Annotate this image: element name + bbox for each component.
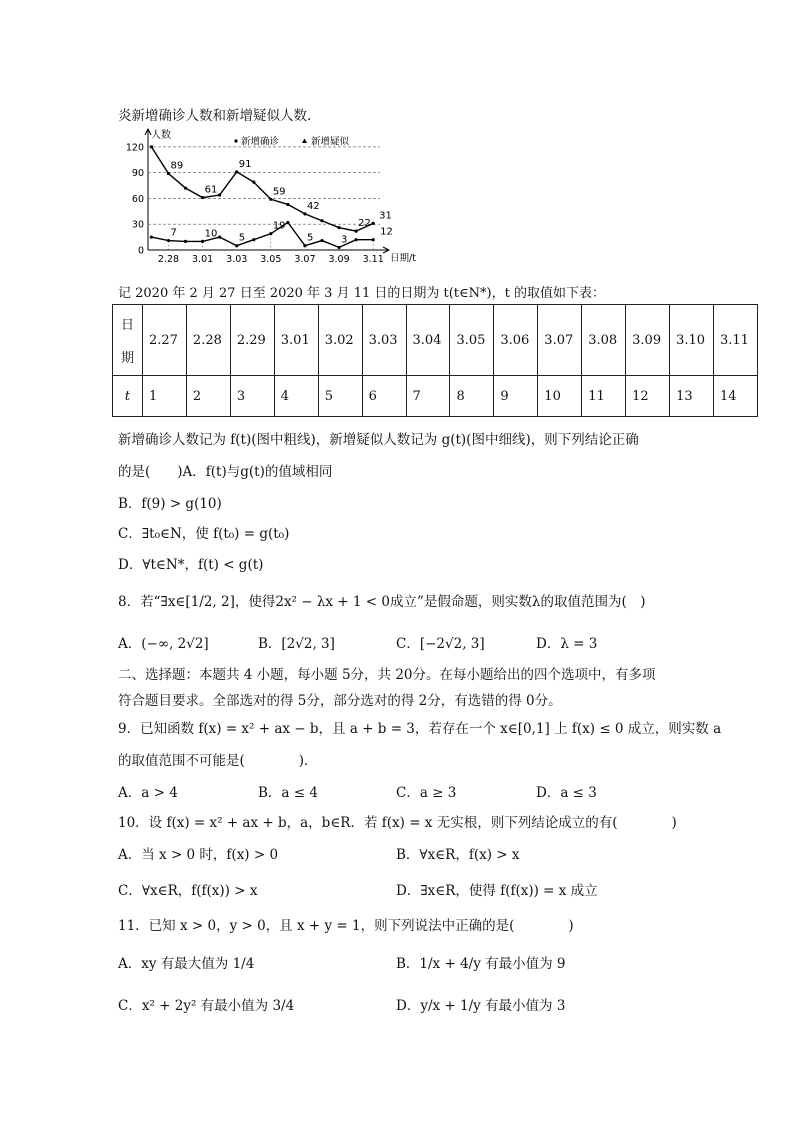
suspected-point: [235, 244, 238, 247]
q10-option-d: D．∃x∈R，使得 f(f(x)) = x 成立: [396, 883, 598, 899]
table-row-t: [113, 376, 758, 417]
suspected-point: [303, 244, 306, 247]
date-cell: 3.05: [450, 305, 494, 376]
suspected-point: [337, 246, 340, 249]
confirmed-point: [218, 193, 221, 196]
date-cell: 3.10: [670, 305, 714, 376]
x-axis-label: 日期/t: [390, 253, 416, 264]
x-tick-label: 3.11: [362, 254, 384, 265]
q7-line1: 新增确诊人数记为 f(t)(图中粗线)，新增疑似人数记为 g(t)(图中细线)，则下列结论正确: [118, 432, 639, 448]
t-cell: 10: [538, 376, 582, 417]
suspected-point: [355, 238, 358, 241]
date-cell: 2.27: [143, 305, 187, 376]
t-cell: 2: [186, 376, 230, 417]
q9-option-a: A．a > 4: [118, 785, 178, 801]
suspected-data-label: 19: [272, 220, 286, 232]
date-cell: 3.09: [626, 305, 670, 376]
confirmed-point: [337, 226, 340, 229]
confirmed-point: [167, 172, 170, 175]
q8-option-a: A．(−∞, 2√2]: [118, 636, 209, 652]
suspected-data-label: 5: [238, 232, 246, 244]
date-table: [112, 304, 758, 417]
q8-option-c: C．[−2√2, 3]: [396, 636, 485, 652]
q11-stem: 11．已知 x > 0，y > 0，且 x + y = 1，则下列说法中正确的是( ): [118, 918, 574, 934]
q9-line2: 的取值范围不可能是( )．: [118, 753, 318, 769]
confirmed-data-label: 59: [272, 186, 286, 198]
suspected-point: [372, 238, 375, 241]
confirmed-point: [355, 229, 358, 232]
table-header-date-top: 日: [120, 318, 134, 333]
confirmed-data-label: 89: [170, 160, 184, 172]
t-cell: 7: [406, 376, 450, 417]
q10-stem: 10．设 f(x) = x² + ax + b，a，b∈R．若 f(x) = x 无实根，则下列结论成立的有( ): [118, 815, 677, 831]
t-cell: 11: [582, 376, 626, 417]
q9-option-c: C．a ≥ 3: [396, 785, 457, 801]
suspected-point: [218, 236, 221, 239]
confirmed-data-label: 61: [204, 184, 218, 196]
suspected-data-label: 5: [306, 232, 314, 244]
q11-option-c: C．x² + 2y² 有最小值为 3/4: [118, 998, 295, 1014]
confirmed-point: [184, 187, 187, 190]
date-cell: 3.07: [538, 305, 582, 376]
confirmed-point: [201, 196, 204, 199]
t-cell: 1: [143, 376, 187, 417]
confirmed-data-label: 22: [358, 218, 371, 230]
table-intro: 记 2020 年 2 月 27 日至 2020 年 3 月 11 日的日期为 t(t∈N*)，t 的取值如下表：: [118, 286, 605, 301]
legend-marker-confirmed: [234, 139, 237, 142]
legend-marker-suspected: [302, 139, 307, 144]
suspected-point: [167, 239, 170, 242]
date-cell: 3.03: [362, 305, 406, 376]
table-header-t: t: [113, 376, 143, 417]
q9-line1: 9．已知函数 f(x) = x² + ax − b，且 a + b = 3，若存在一个 x∈[0,1] 上 f(x) ≤ 0 成立，则实数 a: [118, 721, 722, 737]
q8-stem: 8．若“∃x∈[1/2, 2]，使得2x² − λx + 1 < 0成立”是假命题，则实数λ的取值范围为( ): [118, 594, 646, 610]
date-cell: 3.02: [318, 305, 362, 376]
suspected-point: [252, 238, 255, 241]
q7-option-c: C．∃t₀∈N，使 f(t₀) = g(t₀): [118, 526, 290, 542]
q11-option-b: B．1/x + 4/y 有最小值为 9: [396, 956, 566, 972]
q9-option-b: B．a ≤ 4: [258, 785, 318, 801]
date-cell: 3.04: [406, 305, 450, 376]
x-tick-label: 2.28: [157, 254, 180, 265]
suspected-data-label: 3: [341, 234, 348, 246]
y-tick-label: 60: [131, 193, 144, 205]
date-cell: 3.06: [494, 305, 538, 376]
date-cell: 2.29: [230, 305, 274, 376]
confirmed-data-label: 91: [238, 158, 252, 170]
t-cell: 8: [450, 376, 494, 417]
q10-option-a: A．当 x > 0 时，f(x) > 0: [118, 847, 279, 863]
y-tick-label: 90: [131, 168, 144, 180]
line-chart: [118, 128, 418, 268]
q11-option-d: D．y/x + 1/y 有最小值为 3: [396, 998, 566, 1014]
t-cell: 9: [494, 376, 538, 417]
table-header-date: [113, 305, 143, 376]
confirmed-point: [269, 198, 272, 201]
suspected-point: [150, 236, 153, 239]
q8-option-b: B．[2√2, 3]: [258, 636, 335, 652]
confirmed-point: [286, 203, 289, 206]
date-cell: 2.28: [186, 305, 230, 376]
series-line-suspected: [151, 220, 373, 248]
y-tick-label: 30: [131, 219, 144, 231]
x-tick-label: 3.03: [226, 254, 248, 265]
date-cell: 3.08: [582, 305, 626, 376]
q10-option-b: B．∀x∈R，f(x) > x: [396, 847, 520, 863]
suspected-data-label: 10: [204, 228, 218, 240]
suspected-point: [184, 240, 187, 243]
y-tick-label: 120: [125, 142, 144, 154]
table-row-dates: [113, 305, 758, 376]
section2-line1: 二、选择题：本题共 4 小题，每小题 5分，共 20分。在每小题给出的四个选项中，有多项: [118, 667, 656, 683]
q11-option-a: A．xy 有最大值为 1/4: [118, 956, 255, 972]
q7-line2: 的是( )A．f(t)与g(t)的值域相同: [118, 464, 333, 480]
t-cell: 12: [626, 376, 670, 417]
confirmed-point: [235, 170, 238, 173]
date-cell: 3.01: [274, 305, 318, 376]
x-tick-label: 3.07: [294, 254, 316, 265]
confirmed-point: [252, 181, 255, 184]
suspected-point: [320, 239, 323, 242]
confirmed-point: [372, 222, 375, 225]
q7-option-d: D．∀t∈N*，f(t) < g(t): [118, 557, 264, 573]
x-tick-label: 3.05: [260, 254, 282, 265]
q7-option-b: B．f(9) > g(10): [118, 496, 222, 512]
legend-label-suspected: 新增疑似: [311, 136, 350, 148]
y-axis-label: 人数: [151, 130, 171, 141]
x-tick-label: 3.01: [192, 254, 214, 265]
t-cell: 6: [362, 376, 406, 417]
x-tick-label: 3.09: [328, 254, 350, 265]
suspected-point: [201, 240, 204, 243]
suspected-data-label: 7: [170, 227, 177, 239]
t-cell: 4: [274, 376, 318, 417]
q8-option-d: D．λ = 3: [536, 636, 598, 652]
suspected-point: [286, 221, 289, 224]
q9-option-d: D．a ≤ 3: [536, 785, 597, 801]
intro-text: 炎新增确诊人数和新增疑似人数.: [118, 108, 312, 124]
table-header-date-bottom: 期: [120, 351, 134, 366]
t-cell: 13: [670, 376, 714, 417]
confirmed-point: [303, 212, 306, 215]
suspected-data-label: 12: [380, 226, 393, 238]
section2-line2: 符合题目要求。全部选对的得 5分，部分选对的得 2分，有选错的得 0分。: [118, 693, 562, 709]
t-cell: 14: [713, 376, 757, 417]
t-cell: 5: [318, 376, 362, 417]
date-cell: 3.11: [713, 305, 757, 376]
confirmed-data-label: 31: [379, 210, 392, 222]
legend-label-confirmed: 新增确诊: [241, 136, 280, 148]
t-cell: 3: [230, 376, 274, 417]
confirmed-point: [150, 145, 153, 148]
y-tick-label: 0: [137, 245, 144, 257]
confirmed-point: [320, 219, 323, 222]
q10-option-c: C．∀x∈R，f(f(x)) > x: [118, 883, 258, 899]
confirmed-data-label: 42: [306, 200, 320, 212]
suspected-point: [269, 232, 272, 235]
